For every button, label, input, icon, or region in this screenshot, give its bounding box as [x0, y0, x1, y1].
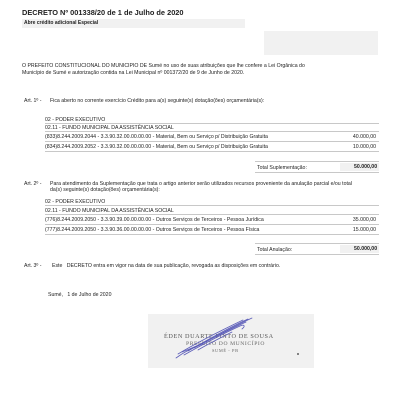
intro-line-1: O PREFEITO CONSTITUCIONAL DO MUNICIPIO DE Sumé no uso de suas atribuições que lhe confere a Lei Orgânica do: [22, 63, 305, 69]
art2-total-label: Total Anulação:: [257, 247, 293, 253]
art2-rule-4: [45, 234, 379, 235]
art1-total-label: Total Suplementação:: [257, 165, 307, 171]
art2-org: 02 - PODER EXECUTIVO: [45, 199, 106, 205]
art2-text-1: Para atendimento da Suplementação que trata o artigo anterior serão utilizados recursos proveniente da anulação parcial e/ou total: [50, 181, 352, 187]
art2-row-code: (777)8.244.2009.2050 - 3.3.90.36.00.00.00.00 - Outros Serviços de Terceiros - Pessoa Física: [45, 227, 260, 233]
intro-line-2: Município de Sumé e autorização contida na Lei Municipal nº 001372/20 de 9 de Junho de 2020.: [22, 70, 245, 76]
signatory-name: ÉDEN DUARTE PINTO DE SOUSA: [164, 333, 274, 340]
art1-rule-4: [45, 151, 379, 152]
art2-text-2: da(s) seguinte(s) dotação(ões) orçamentária(s):: [50, 187, 160, 193]
art1-row-amount: 10.000,00: [352, 144, 376, 150]
art1-text: Fica aberto no corrente exercício Crédito para a(s) seguinte(s) dotação(ões) orçamentária(s):: [50, 98, 265, 104]
art1-row-code: (833)8.244.2009.2044 - 3.3.90.32.00.00.00.00 - Material, Bem ou Serviço p/ Distribuição Gratuita: [45, 134, 268, 140]
art2-total-rule: [255, 243, 379, 244]
art2-row-amount: 35.000,00: [352, 217, 376, 223]
art2-label: Art. 2º -: [24, 181, 42, 187]
art3-text: Este DECRETO entra em vigor na data de sua publicação, revogada as disposições em contrário.: [52, 263, 281, 269]
art2-total-rule-2: [255, 254, 379, 255]
art1-org: 02 - PODER EXECUTIVO: [45, 117, 106, 123]
art2-rule-2: [45, 214, 379, 215]
art1-total-rule: [255, 161, 379, 162]
art1-rule-1: [45, 123, 379, 124]
art1-total-value: 50.000,00: [354, 164, 378, 170]
decree-subtitle: Abre crédito adicional Especial: [24, 20, 99, 26]
art1-label: Art. 1º -: [24, 98, 42, 104]
art1-total-rule-2: [255, 172, 379, 173]
signatory-role: PREFEITO DO MUNICÍPIO: [186, 341, 266, 347]
art2-unit: 02.11 - FUNDO MUNICIPAL DA ASSISTÊNCIA SOCIAL: [45, 208, 174, 214]
art2-row-code: (776)8.244.2009.2050 - 3.3.90.39.00.00.00.00 - Outros Serviços de Terceiros - Pessoa Jurídica: [45, 217, 264, 223]
art2-row-amount: 15.000,00: [352, 227, 376, 233]
signatory-place: SUMÉ - PB: [212, 348, 239, 353]
art1-row-amount: 40.000,00: [352, 134, 376, 140]
place-date: Sumé, 1 de Julho de 2020: [48, 292, 112, 298]
art2-total-value: 50.000,00: [354, 246, 378, 252]
signature-scribble: [148, 314, 314, 368]
header-box: [264, 31, 378, 55]
art1-unit: 02.11 - FUNDO MUNICIPAL DA ASSISTÊNCIA SOCIAL: [45, 125, 174, 131]
art2-rule-1: [45, 205, 379, 206]
art3-label: Art. 3º -: [24, 263, 42, 269]
art1-rule-2: [45, 131, 379, 132]
art1-rule-3: [45, 141, 379, 142]
decree-title: DECRETO Nº 001338/20 de 1 de Julho de 2020: [22, 8, 184, 17]
art2-rule-3: [45, 224, 379, 225]
art1-row-code: (834)8.244.2009.2052 - 3.3.90.32.00.00.00.00 - Material, Bem ou Serviço p/ Distribuição Gratuita: [45, 144, 268, 150]
